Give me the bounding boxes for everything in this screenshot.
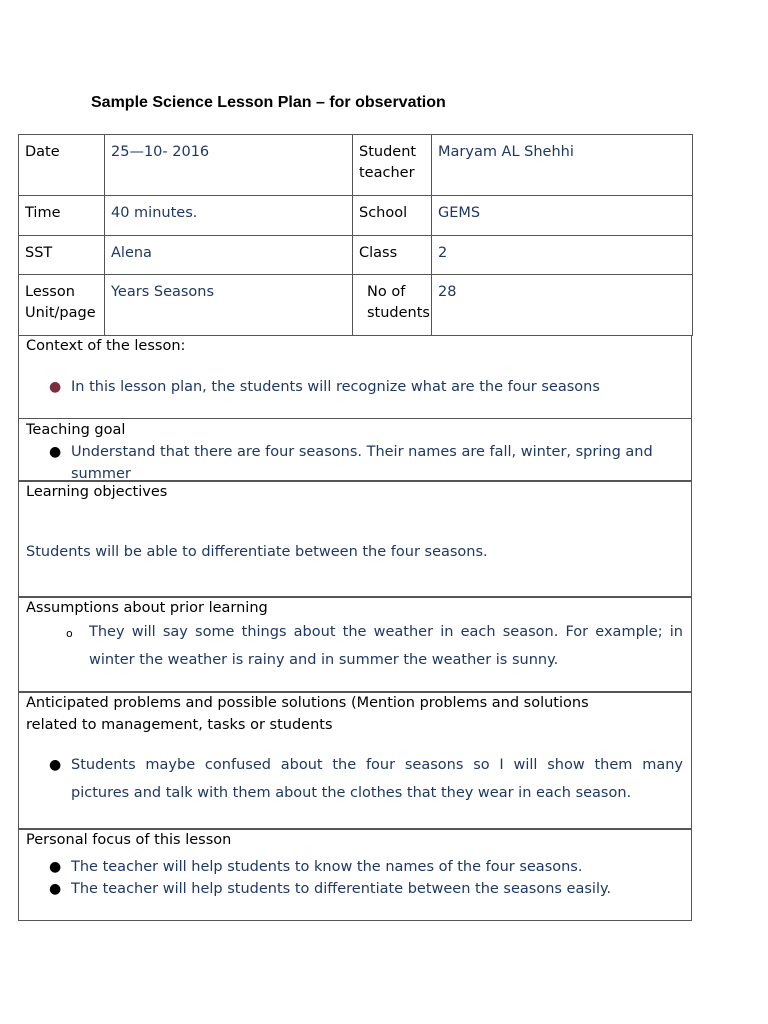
bullet-icon: ● bbox=[49, 859, 62, 875]
student-teacher-label: Student teacher bbox=[353, 135, 432, 196]
sst-value: Alena bbox=[105, 236, 353, 275]
list-item: o They will say some things about the weather in each season. For example; in winter the weather is rainy and in summer the weather is sunny. bbox=[19, 619, 691, 674]
bullet-icon: ● bbox=[49, 444, 62, 460]
class-value: 2 bbox=[432, 236, 693, 275]
students-count-label: No of students bbox=[353, 275, 432, 336]
date-label: Date bbox=[19, 135, 105, 196]
context-heading: Context of the lesson: bbox=[26, 338, 186, 354]
time-label: Time bbox=[19, 196, 105, 236]
date-value: 25—10- 2016 bbox=[105, 135, 353, 196]
bullet-icon: ● bbox=[49, 757, 62, 773]
learning-objectives-heading: Learning objectives bbox=[26, 484, 168, 500]
bullet-icon: ● bbox=[49, 881, 62, 897]
list-item: ● The teacher will help students to differentiate between the seasons easily. bbox=[19, 878, 691, 900]
circle-bullet-icon: o bbox=[66, 627, 73, 640]
context-section bbox=[18, 335, 692, 419]
sst-label: SST bbox=[19, 236, 105, 275]
student-teacher-value: Maryam AL Shehhi bbox=[432, 135, 693, 196]
problems-section bbox=[18, 691, 692, 830]
class-label: Class bbox=[353, 236, 432, 275]
list-item: ● Understand that there are four seasons. Their names are fall, winter, spring and summer bbox=[19, 441, 691, 485]
personal-focus-heading: Personal focus of this lesson bbox=[26, 832, 232, 848]
time-value: 40 minutes. bbox=[105, 196, 353, 236]
teaching-goal-heading: Teaching goal bbox=[26, 422, 126, 438]
learning-objectives-section bbox=[18, 480, 692, 598]
list-item: ● In this lesson plan, the students will recognize what are the four seasons bbox=[19, 376, 691, 398]
school-value: GEMS bbox=[432, 196, 693, 236]
assumptions-heading: Assumptions about prior learning bbox=[26, 600, 268, 616]
table-row bbox=[19, 196, 693, 236]
teaching-goal-section bbox=[18, 418, 692, 482]
table-row bbox=[19, 236, 693, 275]
lesson-unit-value: Years Seasons bbox=[105, 275, 353, 336]
table-row bbox=[19, 135, 693, 196]
personal-focus-section bbox=[18, 828, 692, 921]
assumptions-section bbox=[18, 596, 692, 693]
lesson-unit-label: Lesson Unit/page bbox=[19, 275, 105, 336]
table-row bbox=[19, 275, 693, 336]
students-count-value: 28 bbox=[432, 275, 693, 336]
problems-heading: Anticipated problems and possible solutions (Mention problems and solutions related to management, tasks or students bbox=[26, 695, 589, 733]
bullet-icon: ● bbox=[49, 379, 62, 395]
list-item: ● Students maybe confused about the four seasons so I will show them many pictures and talk with them about the clothes that they wear in each season. bbox=[19, 752, 691, 807]
learning-objectives-text: Students will be able to differentiate between the four seasons. bbox=[26, 544, 488, 560]
school-label: School bbox=[353, 196, 432, 236]
lesson-info-table bbox=[18, 134, 693, 336]
page-title: Sample Science Lesson Plan – for observation bbox=[91, 94, 446, 111]
list-item: ● The teacher will help students to know the names of the four seasons. bbox=[19, 856, 691, 878]
